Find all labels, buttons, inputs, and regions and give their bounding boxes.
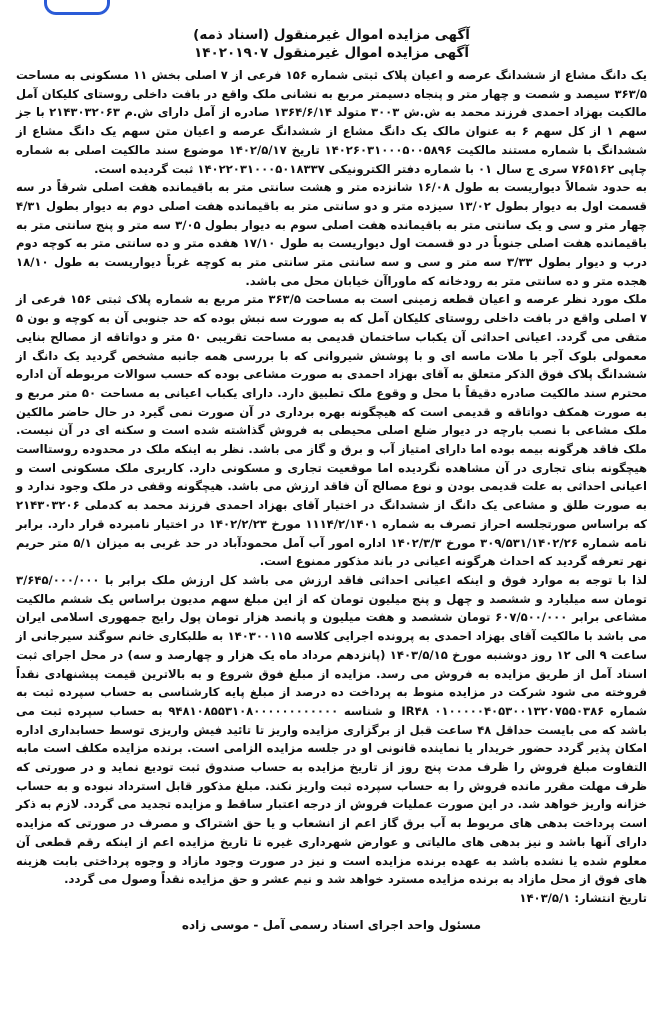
paragraph-boundaries: به حدود شمالاً دیواریست به طول ۱۶/۰۸ شانزده متر و هشت سانتی متر به باقیمانده هفت اصلی شرقاً در سه قسمت اول به دیوار بطول ۱۳/۰۲ سیزده متر و دو سانتی متر به باقیمانده هفت اصلی دوم به دیوار بطول ۴/۳۱ چهار متر و سی و یک سانتی متر به باقیمانده هفت اصلی سوم به دیوار بطول ۳/۰۵ سه متر و پنج سانتی متر به باقیمانده هفت اصلی جنوباً در دو قسمت اول دیواریست به طول ۱۷/۱۰ هفده متر و ده سانتی متر به کوچه دوم درب و دیوار بطول ۳/۳۳ سه متر و سی و سه سانتی متر سانتی متر به کوچه غرباً دیواریست به طول ۱۸/۱۰ هجده متر و ده سانتی متر به رودخانه که ماوراآن خیابان محل می باشد. (16, 180, 648, 288)
paragraph-expert-report: ملک مورد نظر عرصه و اعیان قطعه زمینی است به مساحت ۳۶۳/۵ متر مربع به شماره پلاک ثبتی ۱۵۶ فرعی از ۷ اصلی واقع در بافت داخلی روستای کلیکان آمل که به صورت سه نبش بوده که حد جنوبی آن به کوچه و بون ۵ متقی می گردد. اعیانی احداثی آن یکباب ساختمان قدیمی به مساحت تقریبی ۵۰ متر و دواتاقه از مصالح بنایی معمولی بلوک آجر با ملات ماسه ای و با پوشش شیروانی که با بررسی همه جانبه مشخص گردید یک دانگ از ششدانگ پلاک فوق الذکر متعلق به آقای بهزاد احمدی به صورت مشاعی بوده که حسب سوالات مربوطه آن اداره محترم سند مالکیت صادره دقیقاً با محل و وقوع ملک تطبیق دارد. دارای یکباب اعیانی به مساحت ۵۰ متر مربع و به صورت همکف دواتاقه و قدیمی است که هیچگونه بهره برداری در آن صورت نمی گیرد در حال حاضر مالکین ملک مشاعی با نصب بارچه در دیوار ضلع اصلی محیطی به فروش گذاشته شده است و سکنه ای در آن نیست. ملک فاقد هرگونه بیمه بوده اما دارای امتیاز آب و برق و گاز می باشد. نظر به اینکه ملک در محدوده روستااست هیچگونه بنای تجاری در آن مشاهده نگردیده اما موقعیت تجاری و مسکونی دارد. کاربری ملک مسکونی است و اعیانی احداثی به علت قدیمی بودن و نوع مصالح آن فاقد ارزش می باشد. هیچگونه وقفی در ملک وجود ندارد و به صورت طلق و مشاعی یک دانگ از ششدانگ در اختیار آقای بهزاد احمدی فرزند محمد به کدملی ۲۱۴۳۰۳۲۰۶ که براساس صورتجلسه احراز تصرف به شماره ۱۱۱۴/۲/۱۴۰۱ مورخ ۱۴۰۲/۲/۲۳ در اختیار نامبرده قرار دارد. برابر نامه شماره ۳۰۹/۵۳۱/۱۴۰۲/۲۶ مورخ ۱۴۰۲/۳/۳ اداره امور آب آمل محمودآباد در حد غربی به میزان ۵/۱ متر حریم نهر تعرفه گردید که احداث هرگونه اعیانی در باند مذکور ممنوع است. (16, 292, 648, 569)
publish-date: تاریخ انتشار: ۱۴۰۳/۵/۱ (519, 890, 647, 905)
paragraph-property-description: یک دانگ مشاع از ششدانگ عرصه و اعیان پلاک ثبتی شماره ۱۵۶ فرعی از ۷ اصلی بخش ۱۱ مسکونی به مساحت ۳۶۳/۵ سیصد و شصت و چهار متر و پنجاه دسیمتر مربع به نشانی ملک واقع در بافت داخلی روستای کلیکان آمل مالکیت بهزاد احمدی فرزند محمد به ش.ش ۳۰۰۳ متولد ۱۳۶۴/۶/۱۴ صادره از آمل دارای ش.م ۲۱۴۳۰۳۲۰۶۳ با جز سهم ۱ از کل سهم ۶ به عنوان مالک یک دانگ مشاع از ششدانگ عرصه و اعیان متن سهم یک دانگ مشاع از ششدانگ با شماره مستند مالکیت ۱۴۰۲۶۰۳۱۰۰۰۵۰۰۵۸۹۶ تاریخ ۱۴۰۲/۵/۱۷ موضوع سند مالکیت اصلی به شماره چاپی ۷۶۵۱۶۲ سری ج سال ۰۱ با شماره دفتر الکترونیکی ۱۴۰۲۲۰۳۱۰۰۰۵۰۱۸۳۳۷ ثبت گردیده است. (16, 68, 648, 176)
notice-title: آگهی مزایده اموال غیرمنقول (اسناد ذمه) (193, 27, 470, 43)
notice-subtitle: آگهی مزایده اموال غیرمنقول ۱۴۰۲۰۱۹۰۷ (194, 45, 469, 61)
signature-line: مسئول واحد اجرای اسناد رسمی آمل - موسی زاده (181, 917, 482, 932)
cropped-header-strip (0, 0, 663, 18)
blue-ink-mark (44, 0, 110, 15)
paragraph-auction-terms: لذا با توجه به موارد فوق و اینکه اعیانی احداثی فاقد ارزش می باشد کل ارزش ملک برابر با ۳/۶۴۵/۰۰۰/۰۰۰ تومان سه میلیارد و ششصد و چهل و پنج میلیون تومان که از این مبلغ سهم مدیون براساس یک ششم مالکیت مشاعی برابر ۶۰۷/۵۰۰/۰۰۰ تومان ششصد و هفت میلیون و پانصد هزار تومان پول رایج جمهوری اسلامی ایران می باشد با مالکیت آقای بهزاد احمدی به پرونده اجرایی کلاسه ۱۴۰۳۰۰۱۱۵ به طلبکاری خانم سوگند سیرجانی از ساعت ۹ الی ۱۲ روز دوشنبه مورخ ۱۴۰۳/۵/۱۵ (پانزدهم مرداد ماه یک هزار و چهارصد و سه) در محل اجرای ثبت اسناد آمل از طریق مزایده به فروش می رسد. مزایده از مبلغ فوق شروع و به بالاترین قیمت پیشنهادی نقداً فروخته می شود شرکت در مزایده منوط به پرداخت ده درصد از مبلغ پایه کارشناسی به حساب سپرده ثبت به شماره ۰۱۰۰۰۰۰۴۰۵۳۰۰۱۳۲۰۷۵۵۰۳۸۶ IR۴۸ و شناسه ۹۴۸۱۰۸۵۵۳۱۰۸۰۰۰۰۰۰۰۰۰۰۰۰ به حساب سپرده ثبت می باشد که می بایست حداقل ۴۸ ساعت قبل از برگزاری مزایده واریز تا تائید فیش واریزی توسط حسابداری اداره امکان پذیر گردد حضور خریدار یا نماینده قانونی او در جلسه مزایده الزامی است. برنده مزایده مکلف است مابه التفاوت مبلغ فروش را ظرف مدت پنج روز از تاریخ مزایده به حساب صندوق ثبت تودیع نماید و در صورتی که ظرف مهلت مقرر مانده فروش را به حساب سپرده ثبت واریز نکند. مبلغ مذکور قابل استرداد نبوده و به حساب خزانه واریز خواهد شد. در این صورت عملیات فروش از درجه اعتبار ساقط و مزایده تجدید می گردد. لازم به ذکر است پرداخت بدهی های مربوط به آب برق گاز اعم از انشعاب و یا حق اشتراک و مصرف در صورتی که مزایده دارای آنها باشد و نیز بدهی های مالیاتی و عوارض شهرداری غیره تا تاریخ مزایده اعم از اینکه رقم قطعی آن معلوم شده یا نشده باشد به عهده برنده مزایده است و نیز در صورت وجود مازاد و وجوه پرداختی بابت هزینه های فوق از محل مازاد به برنده مزایده مسترد خواهد شد و نیم عشر و حق مزایده نقداً وصول می گردد. (16, 572, 648, 887)
notice-body (16, 66, 647, 908)
